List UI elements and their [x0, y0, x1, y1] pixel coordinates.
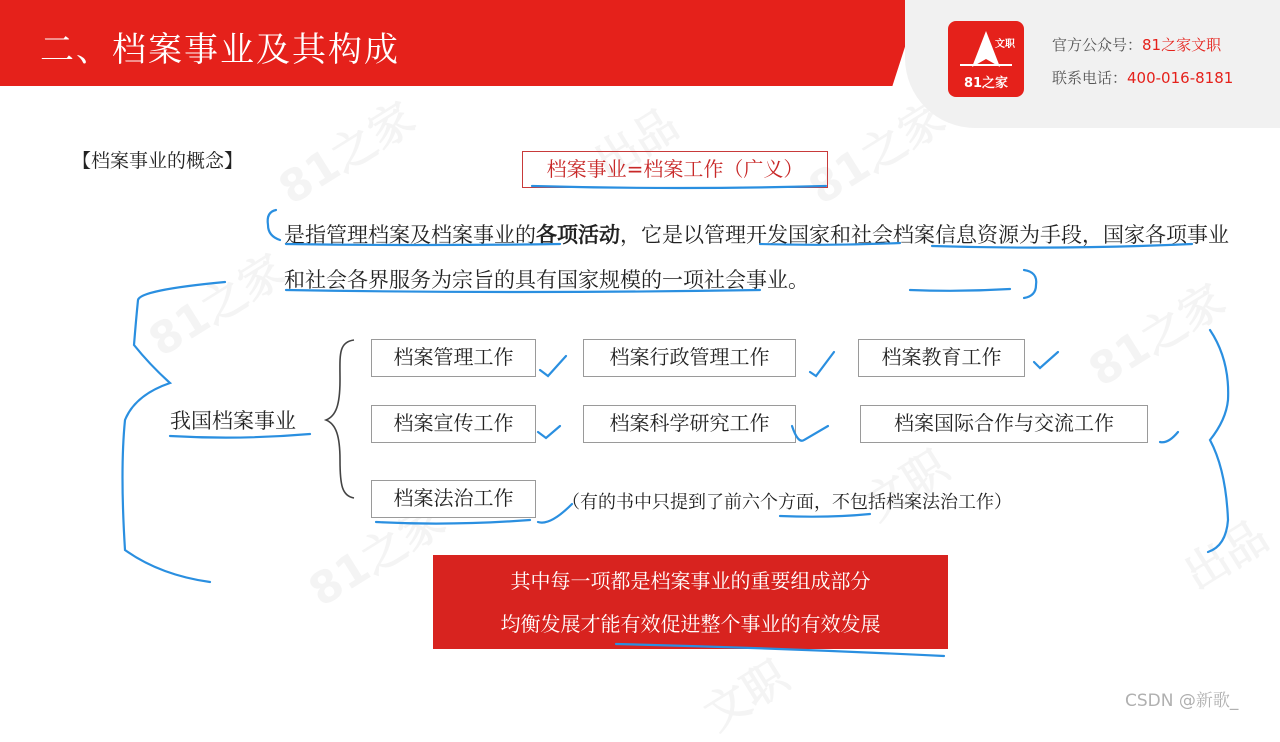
contact-phone — [1052, 67, 1233, 88]
summary-box — [433, 555, 948, 649]
ink-check — [1160, 432, 1178, 442]
equation-box: 档案事业=档案工作（广义） — [522, 151, 828, 188]
watermark — [134, 235, 294, 368]
tree-item: 档案教育工作 — [858, 339, 1025, 377]
definition-part-2: ，它是以管理开发国家和社会档案信息资源为手段，国家各项事业和社会各界服务为宗旨的具有国家规模的一项社会事业。 — [284, 223, 1229, 292]
summary-line-2: 均衡发展才能有效促进整个事业的有效发展 — [500, 612, 881, 636]
tree-brace — [326, 340, 354, 498]
official-account — [1052, 34, 1221, 55]
ink-bracket-left — [268, 210, 280, 240]
tree-item: 档案行政管理工作 — [583, 339, 796, 377]
tree-item: 档案宣传工作 — [371, 405, 536, 443]
tree-item: 档案法治工作 — [371, 480, 536, 518]
slide-title: 二、档案事业及其构成 — [40, 30, 400, 70]
watermark — [1170, 502, 1279, 603]
phone-label: 联系电话： — [1052, 69, 1128, 87]
ink-check — [810, 352, 834, 376]
watermark — [690, 642, 799, 742]
watermark — [850, 432, 959, 533]
definition-bold: 各项活动 — [536, 222, 620, 247]
tree-item: 档案科学研究工作 — [583, 405, 796, 443]
tree-item: 档案管理工作 — [371, 339, 536, 377]
ink-check — [540, 356, 566, 376]
definition-part-1: 是指管理档案及档案事业的 — [284, 223, 536, 247]
phone-value: 400-016-8181 — [1127, 69, 1234, 87]
logo-text: 81之家 — [963, 76, 1009, 91]
summary-line-1: 其中每一项都是档案事业的重要组成部分 — [510, 569, 871, 593]
tree-note: （有的书中只提到了前六个方面，不包括档案法治工作） — [562, 492, 1012, 513]
ink-check — [1034, 352, 1058, 368]
credit-text: CSDN @新歌_ — [1125, 691, 1239, 711]
tree-item: 档案国际合作与交流工作 — [860, 405, 1148, 443]
concept-label: 【档案事业的概念】 — [72, 150, 244, 172]
ink-check — [792, 426, 828, 441]
tree-root: 我国档案事业 — [170, 409, 296, 433]
ink-underline — [780, 514, 870, 517]
logo-tag: 文职 — [995, 39, 1015, 50]
watermark — [264, 83, 424, 216]
brand-logo — [948, 21, 1024, 97]
ink-check — [538, 426, 560, 438]
account-value: 81之家文职 — [1142, 36, 1222, 54]
account-label: 官方公众号： — [1052, 36, 1143, 54]
definition-text — [284, 212, 1234, 303]
